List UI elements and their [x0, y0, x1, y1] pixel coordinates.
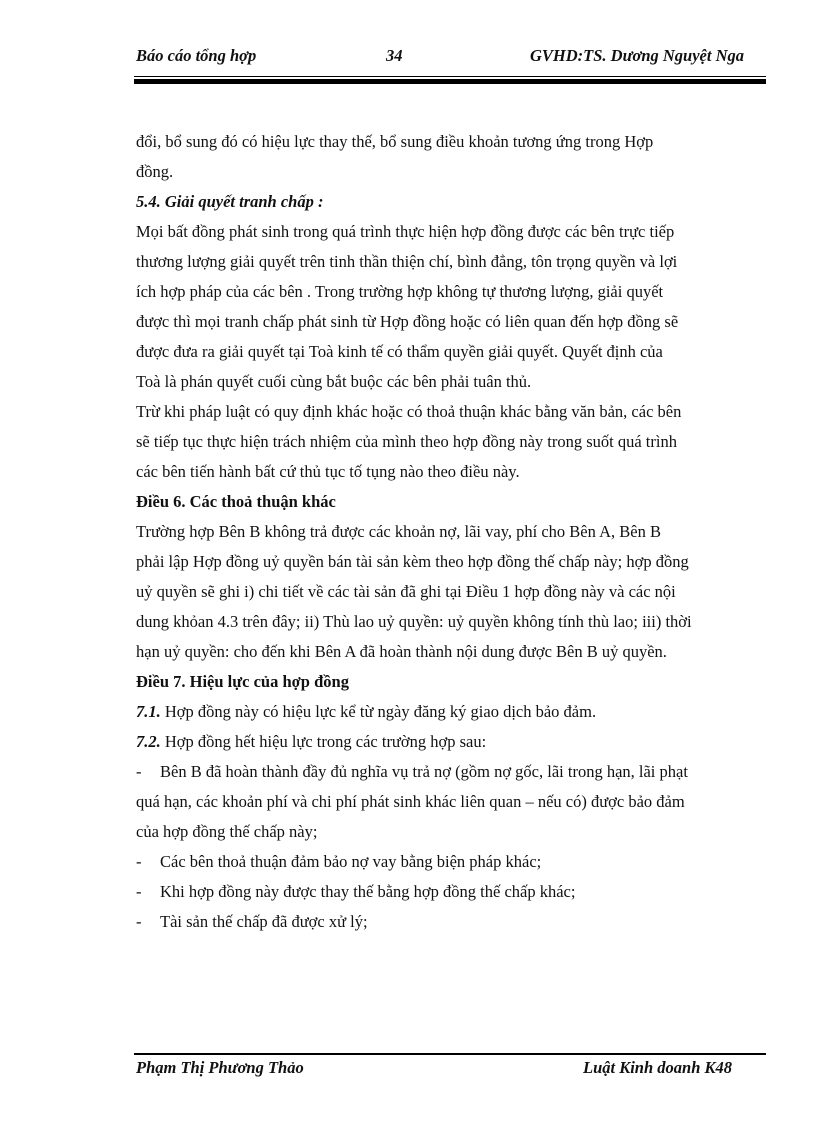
- header-rule-thin: [134, 76, 766, 77]
- paragraph-line: hạn uỷ quyền: cho đến khi Bên A đã hoàn thành nội dung được Bên B uỷ quyền.: [136, 642, 667, 661]
- dash-marker: -: [136, 852, 142, 871]
- article-heading-7: Điều 7. Hiệu lực của hợp đồng: [136, 672, 349, 691]
- paragraph-line: dung khỏan 4.3 trên đây; ii) Thù lao uỷ quyền: uỷ quyền không tính thù lao; iii) thời: [136, 612, 692, 631]
- list-item: [136, 847, 732, 877]
- list-item-text: Khi hợp đồng này được thay thế bằng hợp đồng thế chấp khác;: [160, 882, 576, 901]
- footer-class: Luật Kinh doanh K48: [582, 1058, 732, 1077]
- paragraph-line: Mọi bất đồng phát sinh trong quá trình thực hiện hợp đồng được các bên trực tiếp: [136, 222, 675, 241]
- paragraph-line: ích hợp pháp của các bên . Trong trường hợp không tự thương lượng, giải quyết: [136, 282, 664, 301]
- paragraph-line: Trừ khi pháp luật có quy định khác hoặc có thoả thuận khác bằng văn bản, các bên: [136, 402, 682, 421]
- page-header: [136, 46, 744, 70]
- clause-7-2: [136, 727, 732, 757]
- paragraph-line: Toà là phán quyết cuối cùng bắt buộc các bên phải tuân thủ.: [136, 372, 532, 391]
- paragraph-line: được đưa ra giải quyết tại Toà kinh tế có thẩm quyền giải quyết. Quyết định của: [136, 342, 663, 361]
- article-heading-6: Điều 6. Các thoả thuận khác: [136, 492, 336, 511]
- list-item-text: Các bên thoả thuận đảm bảo nợ vay bằng biện pháp khác;: [160, 852, 542, 871]
- list-item-text: Tài sản thế chấp đã được xử lý;: [160, 912, 368, 931]
- clause-text: Hợp đồng hết hiệu lực trong các trường hợp sau:: [160, 732, 487, 751]
- dash-marker: -: [136, 762, 142, 781]
- paragraph-line: phải lập Hợp đồng uỷ quyền bán tài sản kèm theo hợp đồng thế chấp này; hợp đồng: [136, 552, 689, 571]
- page-footer: [136, 1058, 732, 1082]
- page-number: 34: [386, 46, 403, 65]
- paragraph-line: thương lượng giải quyết trên tinh thần thiện chí, bình đẳng, tôn trọng quyền và lợi: [136, 252, 678, 271]
- paragraph-line: uỷ quyền sẽ ghi i) chi tiết về các tài sản đã ghi tại Điều 1 hợp đồng này và các nội: [136, 582, 676, 601]
- list-item: [136, 877, 732, 907]
- list-item-continuation: của hợp đồng thế chấp này;: [136, 822, 318, 841]
- list-item: [136, 757, 732, 787]
- list-item-continuation: quá hạn, các khoản phí và chi phí phát sinh khác liên quan – nếu có) được bảo đảm: [136, 792, 685, 811]
- page-body: [136, 127, 732, 937]
- footer-author: Phạm Thị Phương Thảo: [136, 1058, 304, 1077]
- header-report-title: Báo cáo tổng hợp: [136, 46, 257, 65]
- list-item-text: Bên B đã hoàn thành đầy đủ nghĩa vụ trả nợ (gồm nợ gốc, lãi trong hạn, lãi phạt: [160, 762, 688, 781]
- clause-text: Hợp đồng này có hiệu lực kể từ ngày đăng ký giao dịch bảo đảm.: [160, 702, 597, 721]
- continued-line: đồng.: [136, 162, 174, 181]
- clause-number: 7.1.: [136, 702, 161, 721]
- clause-number: 7.2.: [136, 732, 161, 751]
- dash-marker: -: [136, 912, 142, 931]
- continued-line: đổi, bổ sung đó có hiệu lực thay thế, bổ sung điều khoản tương ứng trong Hợp: [136, 132, 654, 151]
- paragraph-line: các bên tiến hành bất cứ thủ tục tố tụng nào theo điều này.: [136, 462, 520, 481]
- header-rule-thick: [134, 79, 766, 84]
- clause-7-1: [136, 697, 732, 727]
- dash-marker: -: [136, 882, 142, 901]
- section-heading-5-4: 5.4. Giải quyết tranh chấp :: [136, 192, 324, 211]
- paragraph-line: Trường hợp Bên B không trả được các khoản nợ, lãi vay, phí cho Bên A, Bên B: [136, 522, 661, 541]
- footer-rule: [134, 1053, 766, 1055]
- list-item: [136, 907, 732, 937]
- paragraph-line: được thì mọi tranh chấp phát sinh từ Hợp đồng hoặc có liên quan đến hợp đồng sẽ: [136, 312, 679, 331]
- header-supervisor: GVHD:TS. Dương Nguyệt Nga: [530, 46, 744, 65]
- paragraph-line: sẽ tiếp tục thực hiện trách nhiệm của mình theo hợp đồng này trong suốt quá trình: [136, 432, 677, 451]
